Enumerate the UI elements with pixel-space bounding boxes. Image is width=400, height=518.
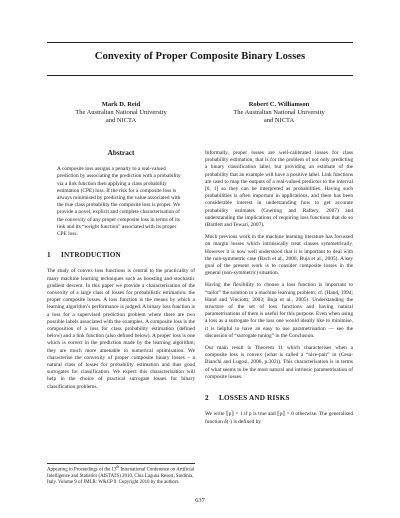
- section-2-paragraph-1: We write ⟦p⟧ = 1 if p is true and ⟦p⟧ = 0 otherwise. The generalised function δ(·) is defined by: [205, 411, 353, 425]
- footnote: [47, 463, 195, 487]
- title-top-rule: [47, 42, 353, 43]
- author-affiliation-2: and NICTA: [263, 117, 295, 124]
- section-title: LOSSES AND RISKS: [219, 394, 290, 403]
- abstract-text: A composite loss assigns a penalty to a real-valued prediction by associating the prediction with a probability via a link function then applying a class probability estimation (CPE) loss. If the risk for a composite loss is always minimised by predicting the value associated with the true class probability the composite loss is proper. We provide a novel, explicit and complete characterisation of the convexity of any proper composite loss in terms of its link and its “weight function” associated with its proper CPE loss.: [57, 166, 181, 238]
- section-number: 1: [47, 251, 51, 260]
- abstract-heading: Abstract: [107, 149, 135, 157]
- page-number: 637: [195, 497, 205, 504]
- intro-paragraph-4: Having the flexibility to choose a loss function is important to “tailor” the solution to a machine learning problem; cf. (Hand, 1994; Hand and Vinciotti, 2003; Buja et al., 2005). Understanding the structure of the set of loss functions and having natural parametrisations of them is useful for this purpose. Even when using a loss as a surrogate for the loss one would ideally like to minimise, it is helpful to have an easy to use parametrisation — see the discussion of “surrogate tuning” in the Conclusion.: [205, 282, 353, 339]
- author-name: Robert C. Williamson: [248, 101, 310, 108]
- author-block-1: [47, 101, 195, 125]
- intro-paragraph-5: Our main result is Theorem 11 which characterises when a composite loss is convex (what is called a “nice-pair” in (Cesa-Bianchi and Lugosi, 2006, p.302)). This characterisation is in terms of what seems to be the most natural and intrinsic parametrisation of composite losses.: [205, 345, 353, 380]
- author-block-2: [205, 101, 353, 125]
- intro-paragraph-3: Much previous work in the machine learning literature has focussed on margin losses which intrinsically treat classes symmetrically. However it is now well understood that it is important to deal with the non-symmetric case (Bach et al., 2006; Buja et al., 2005). A key goal of the present work is to consider composite losses in the general (non-symmetric) situation.: [205, 234, 353, 277]
- author-name: Mark D. Reid: [101, 101, 141, 108]
- section-number: 2: [205, 394, 209, 403]
- intro-paragraph-2: Informally, proper losses are well-calibrated losses for class probability estimation, that is for the problem of not only predicting a binary classification label, but providing an estimate of the probability that an example will have a positive label. Link functions are used to map the outputs of a real-valued predictor to the interval [0, 1] so they can be interpreted as probabilities. Having such probabilities is often important in applications, and there has been considerable interest in understanding how to get accurate probability estimates (Gneiting and Raftery, 2007) and understanding the implications of requiring loss functions that do so (Bartlett and Tewari, 2007).: [205, 150, 353, 229]
- footnote-prefix: Appearing in Proceedings of the 13: [47, 467, 117, 473]
- paper-title: Convexity of Proper Composite Binary Losses: [94, 51, 306, 62]
- right-column: [205, 150, 353, 431]
- left-column: [47, 150, 195, 396]
- section-title: INTRODUCTION: [61, 251, 121, 260]
- title-bottom-rule: [47, 75, 353, 76]
- footnote-superscript: th: [116, 465, 120, 469]
- footnote-rest: International Conference on Artificial Intelligence and Statistics (AISTATS) 2010, Chia Laguna Resort, Sardinia, Italy. Volume 9 of JMLR: W&CP 9. Copyright 2010 by the authors.: [47, 467, 195, 486]
- author-affiliation-2: and NICTA: [105, 117, 137, 124]
- section-2-heading: [205, 395, 353, 402]
- section-1-heading: [47, 252, 195, 259]
- author-affiliation: The Australian National University: [75, 109, 167, 116]
- author-affiliation: The Australian National University: [233, 109, 325, 116]
- intro-paragraph-1: The study of convex loss functions is central to the practicality of many machine learning techniques such as boosting and stochastic gradient descent. In this paper we provide a characterisation of the convexity of a large class of losses for probabilistic estimation: the proper composite losses. A loss function is the means by which a learning algorithm’s performance is judged. A binary loss function is a loss for a supervised prediction problem where there are two possible labels associated with the examples. A composite loss is the composition of a loss for class probability estimation (defined below) and a link function (also defined below). A proper loss is one which is correct in the prediction made by the learning algorithm; they are much more amenable to numerical optimisation. We characterise the convexity of proper composite binary losses – a natural class of losses for probability estimation and thus good surrogates for classification. We expect this characterisation will help in the choice of practical surrogate losses for binary classification problems.: [47, 268, 195, 390]
